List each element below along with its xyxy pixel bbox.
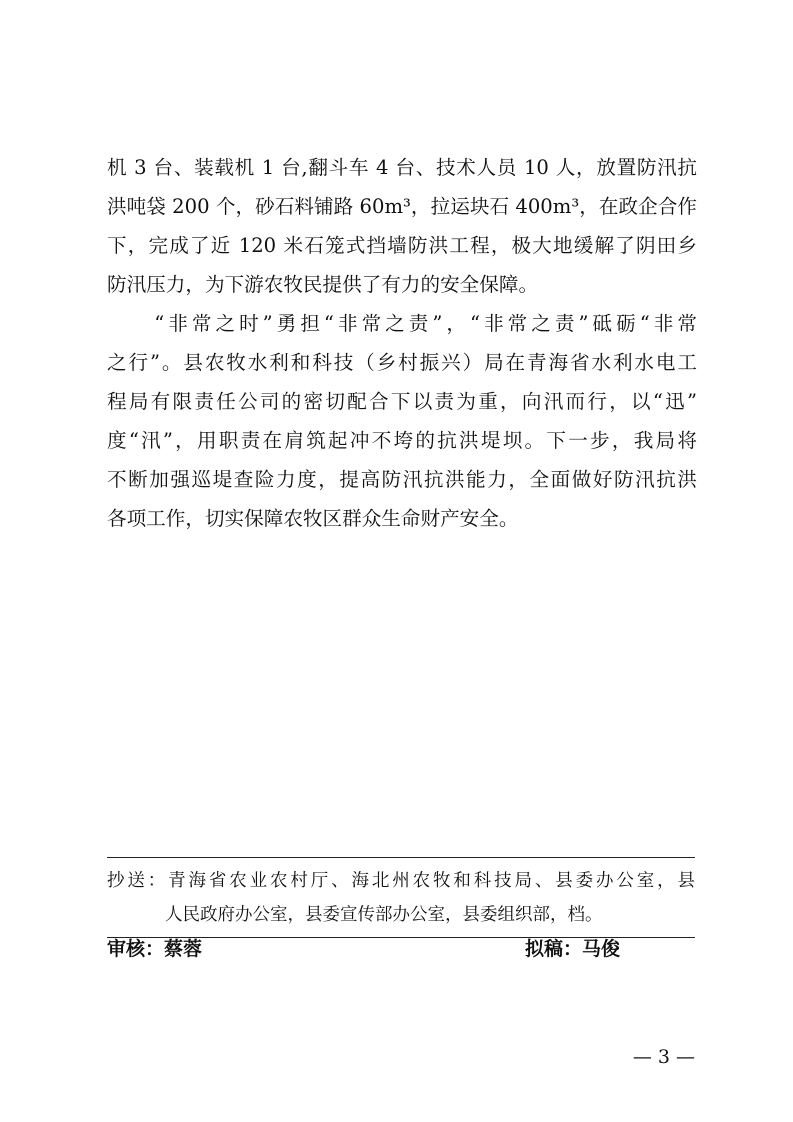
body-line: 不断加强巡堤查险力度，提高防汛抗洪能力，全面做好防汛抗洪 xyxy=(107,468,697,491)
body-line: 之行”。县农牧水利和科技（乡村振兴）局在青海省水利水电工 xyxy=(107,351,697,374)
body-line: 各项工作，切实保障农牧区群众生命财产安全。 xyxy=(107,507,519,530)
signoff-row xyxy=(107,932,695,966)
body-line: 防汛压力，为下游农牧民提供了有力的安全保障。 xyxy=(107,273,539,296)
body-line: 下，完成了近 120 米石笼式挡墙防洪工程，极大地缓解了阴田乡 xyxy=(107,234,697,257)
body-line: 度“汛”，用职责在肩筑起冲不垮的抗洪堤坝。下一步，我局将 xyxy=(107,429,697,452)
cc-line: 抄送：青海省农业农村厅、海北州农牧和科技局、县委办公室，县 xyxy=(107,871,695,891)
cc-line: 人民政府办公室，县委宣传部办公室，县委组织部，档。 xyxy=(165,905,603,925)
reviewer: 审核：蔡蓉 xyxy=(107,938,203,960)
drafter: 拟稿：马俊 xyxy=(525,938,621,960)
cc-distribution-list xyxy=(107,857,695,938)
body-line: “非常之时”勇担“非常之责”，“非常之责”砥砺“非常 xyxy=(107,312,697,335)
body-line: 洪吨袋 200 个，砂石料铺路 60m³，拉运块石 400m³，在政企合作 xyxy=(107,195,697,218)
body-line: 程局有限责任公司的密切配合下以责为重，向汛而行，以“迅” xyxy=(107,390,697,413)
body-line: 机 3 台、装载机 1 台,翻斗车 4 台、技术人员 10 人，放置防汛抗 xyxy=(107,156,697,179)
body-text xyxy=(107,148,697,538)
page-number: — 3 — xyxy=(632,1046,695,1068)
